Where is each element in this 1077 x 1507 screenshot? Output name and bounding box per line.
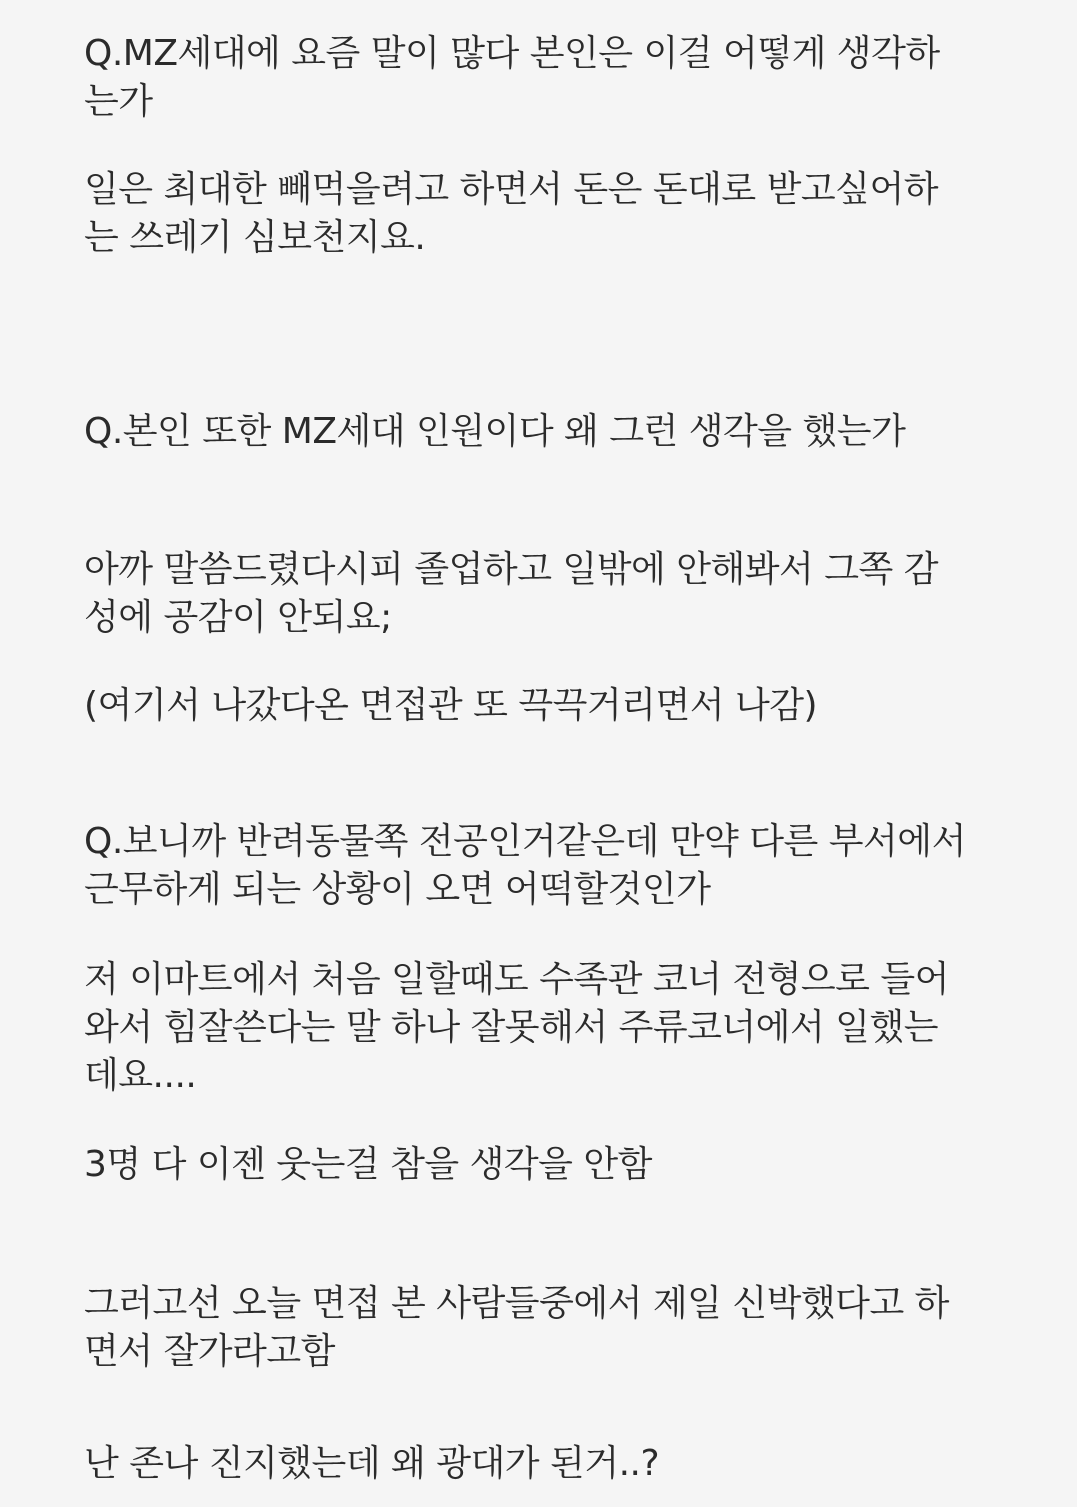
answer-3: 저 이마트에서 처음 일할때도 수족관 코너 전형으로 들어 와서 힘잘쓴다는 말 하나 잘못해서 주류코너에서 일했는 데요.... — [84, 959, 949, 1096]
answer-1: 일은 최대한 빼먹을려고 하면서 돈은 돈대로 받고싶어하 는 쓰레기 심보천지요. — [84, 169, 939, 258]
question-2: Q.본인 또한 MZ세대 인원이다 왜 그런 생각을 했는가 — [84, 411, 906, 452]
narration-1: (여기서 나갔다온 면접관 또 끅끅거리면서 나감) — [84, 685, 818, 726]
narration-3: 그러고선 오늘 면접 본 사람들중에서 제일 신박했다고 하 면서 잘가라고함 — [84, 1283, 949, 1372]
question-1: Q.MZ세대에 요즘 말이 많다 본인은 이걸 어떻게 생각하 는가 — [84, 33, 940, 122]
narration-2: 3명 다 이젠 웃는걸 참을 생각을 안함 — [84, 1144, 652, 1185]
question-3: Q.보니까 반려동물쪽 전공인거같은데 만약 다른 부서에서 근무하게 되는 상황이 오면 어떡할것인가 — [84, 821, 966, 910]
closing-line: 난 존나 진지했는데 왜 광대가 된거..? — [84, 1443, 660, 1484]
answer-2: 아까 말씀드렸다시피 졸업하고 일밖에 안해봐서 그쪽 감 성에 공감이 안되요; — [84, 549, 939, 638]
